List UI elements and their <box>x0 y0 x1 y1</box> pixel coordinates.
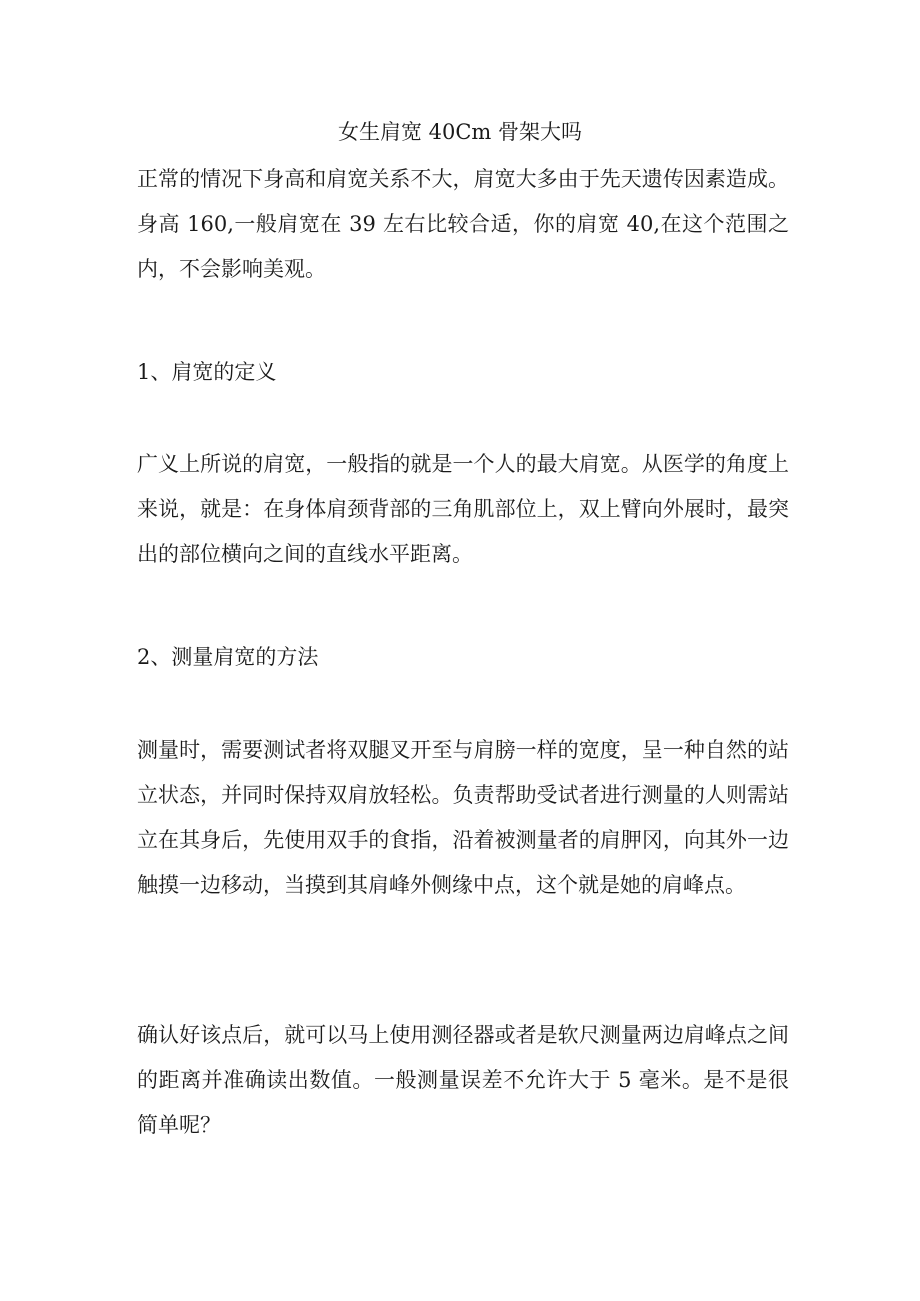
method-paragraph: 确认好该点后，就可以马上使用测径器或者是软尺测量两边肩峰点之间的距离并准确读出数值。一般测量误差不允许大于 5 毫米。是不是很简单呢？ <box>137 1023 789 1137</box>
intro-paragraph: 正常的情况下身高和肩宽关系不大，肩宽大多由于先天遗传因素造成。身高 160,一般肩宽在 39 左右比较合适，你的肩宽 40,在这个范围之内，不会影响美观。 <box>137 167 789 281</box>
definition-paragraph: 广义上所说的肩宽，一般指的就是一个人的最大肩宽。从医学的角度上来说，就是：在身体肩颈背部的三角肌部位上，双上臂向外展时，最突出的部位横向之间的直线水平距离。 <box>137 452 789 566</box>
section-heading-definition: 1、肩宽的定义 <box>137 360 277 384</box>
method-paragraph: 测量时，需要测试者将双腿叉开至与肩膀一样的宽度，呈一种自然的站立状态，并同时保持双肩放轻松。负责帮助受试者进行测量的人则需站立在其身后，先使用双手的食指，沿着被测量者的肩胛冈，向其外一边触摸一边移动，当摸到其肩峰外侧缘中点，这个就是她的肩峰点。 <box>137 738 789 897</box>
document-title: 女生肩宽 40Cm 骨架大吗 <box>337 120 583 144</box>
section-heading-method: 2、测量肩宽的方法 <box>137 645 319 669</box>
